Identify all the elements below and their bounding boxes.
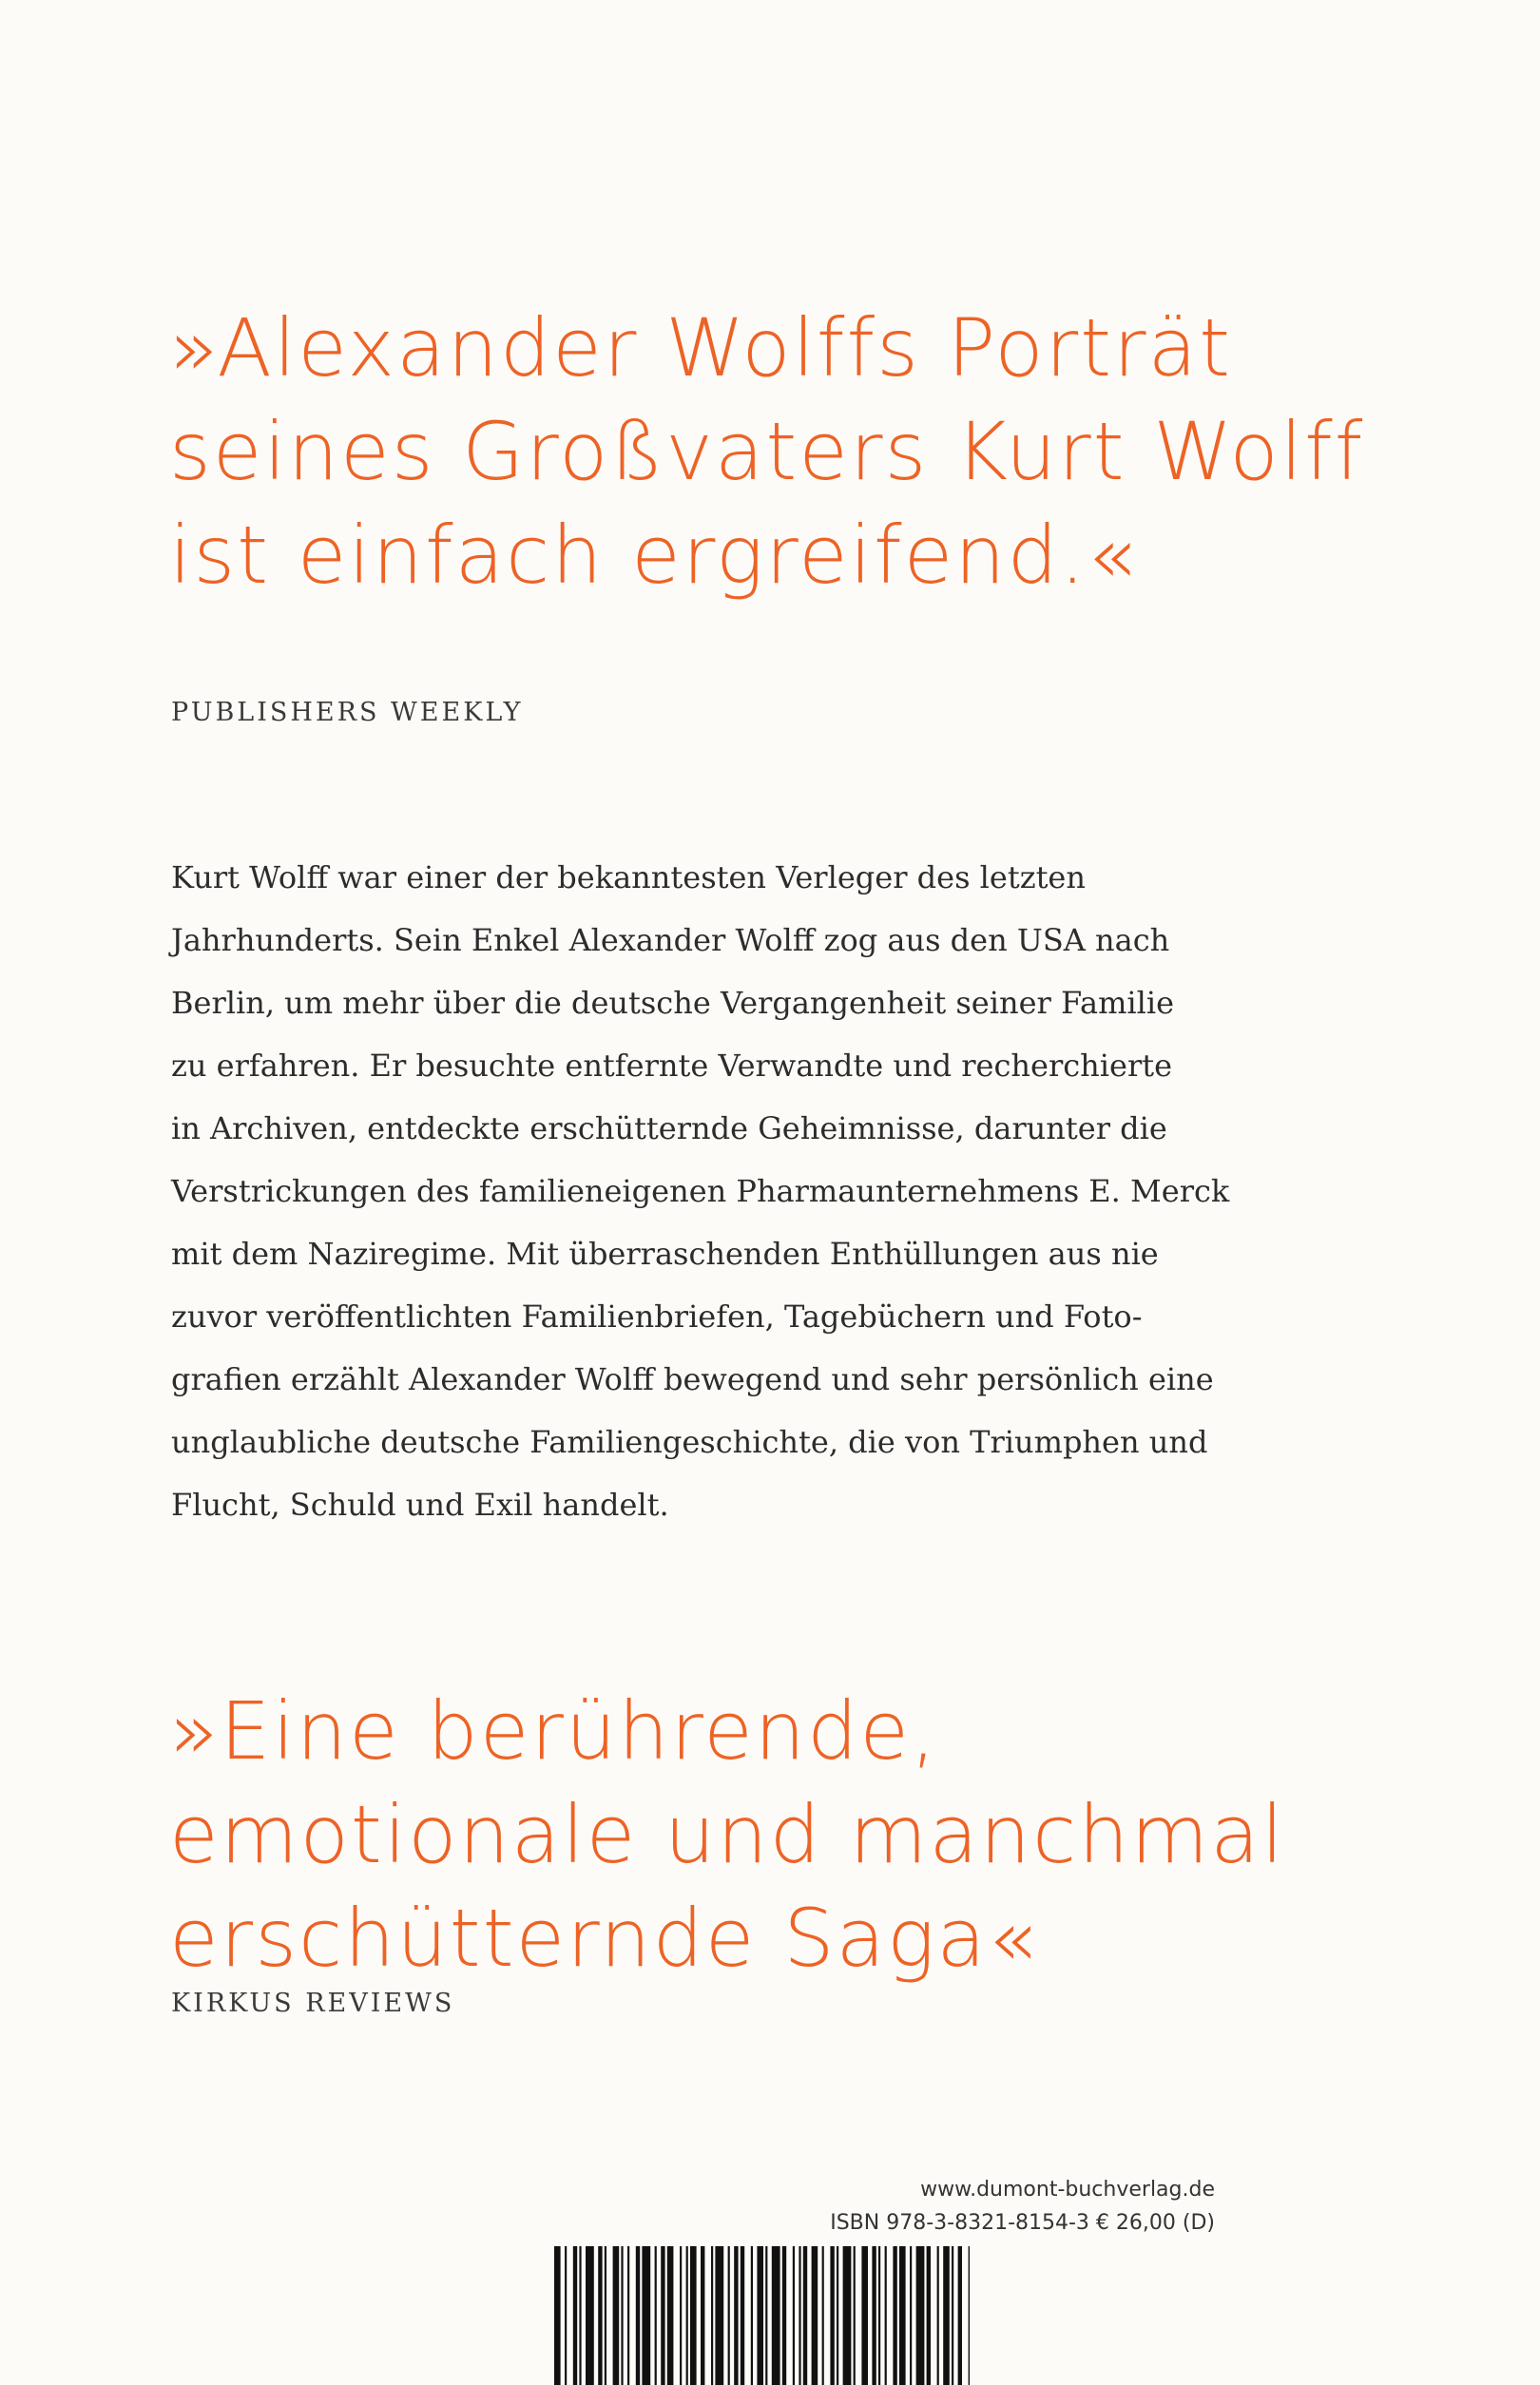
description-line: zu erfahren. Er besuchte entfernte Verwandte und recherchierte — [171, 1048, 1173, 1084]
description-line: mit dem Naziregime. Mit überraschenden Enthüllungen aus nie — [171, 1236, 1159, 1272]
quote-line: »Eine berührende, — [169, 1684, 938, 1778]
isbn-price: ISBN 978-3-8321-8154-3 € 26,00 (D) — [830, 2211, 1215, 2235]
description-line: Kurt Wolff war einer der bekanntesten Verleger des letzten — [171, 859, 1086, 895]
quote-source-kirkus-reviews: KIRKUS REVIEWS — [171, 1989, 455, 2018]
description-line: in Archiven, entdeckte erschütternde Geheimnisse, darunter die — [171, 1110, 1167, 1146]
quote-line: seines Großvaters Kurt Wolff — [169, 405, 1365, 498]
description-line: zuvor veröffentlichten Familienbriefen, Tagebüchern und Foto- — [171, 1298, 1143, 1335]
description-line: Berlin, um mehr über die deutsche Vergangenheit seiner Familie — [171, 985, 1175, 1021]
quote-line: emotionale und manchmal — [169, 1788, 1286, 1881]
quote-publishers-weekly — [169, 297, 1364, 607]
description-line: grafien erzählt Alexander Wolff bewegend und sehr persönlich eine — [171, 1361, 1214, 1397]
description-line: Flucht, Schuld und Exil handelt. — [171, 1487, 669, 1523]
publisher-website: www.dumont-buchverlag.de — [920, 2178, 1215, 2202]
description-line: unglaubliche deutsche Familiengeschichte, die von Triumphen und — [171, 1424, 1208, 1460]
quote-line: ist einfach ergreifend.« — [169, 509, 1138, 602]
description-line: Verstrickungen des familieneigenen Pharmaunternehmens E. Merck — [171, 1173, 1230, 1209]
quote-source-publishers-weekly: PUBLISHERS WEEKLY — [171, 698, 524, 727]
barcode — [554, 2246, 970, 2385]
description-line: Jahrhunderts. Sein Enkel Alexander Wolff zog aus den USA nach — [171, 922, 1170, 958]
book-description — [171, 846, 1229, 1536]
quote-kirkus-reviews — [169, 1680, 1285, 1991]
quote-line: »Alexander Wolffs Porträt — [169, 301, 1233, 394]
quote-line: erschütternde Saga« — [169, 1892, 1039, 1985]
